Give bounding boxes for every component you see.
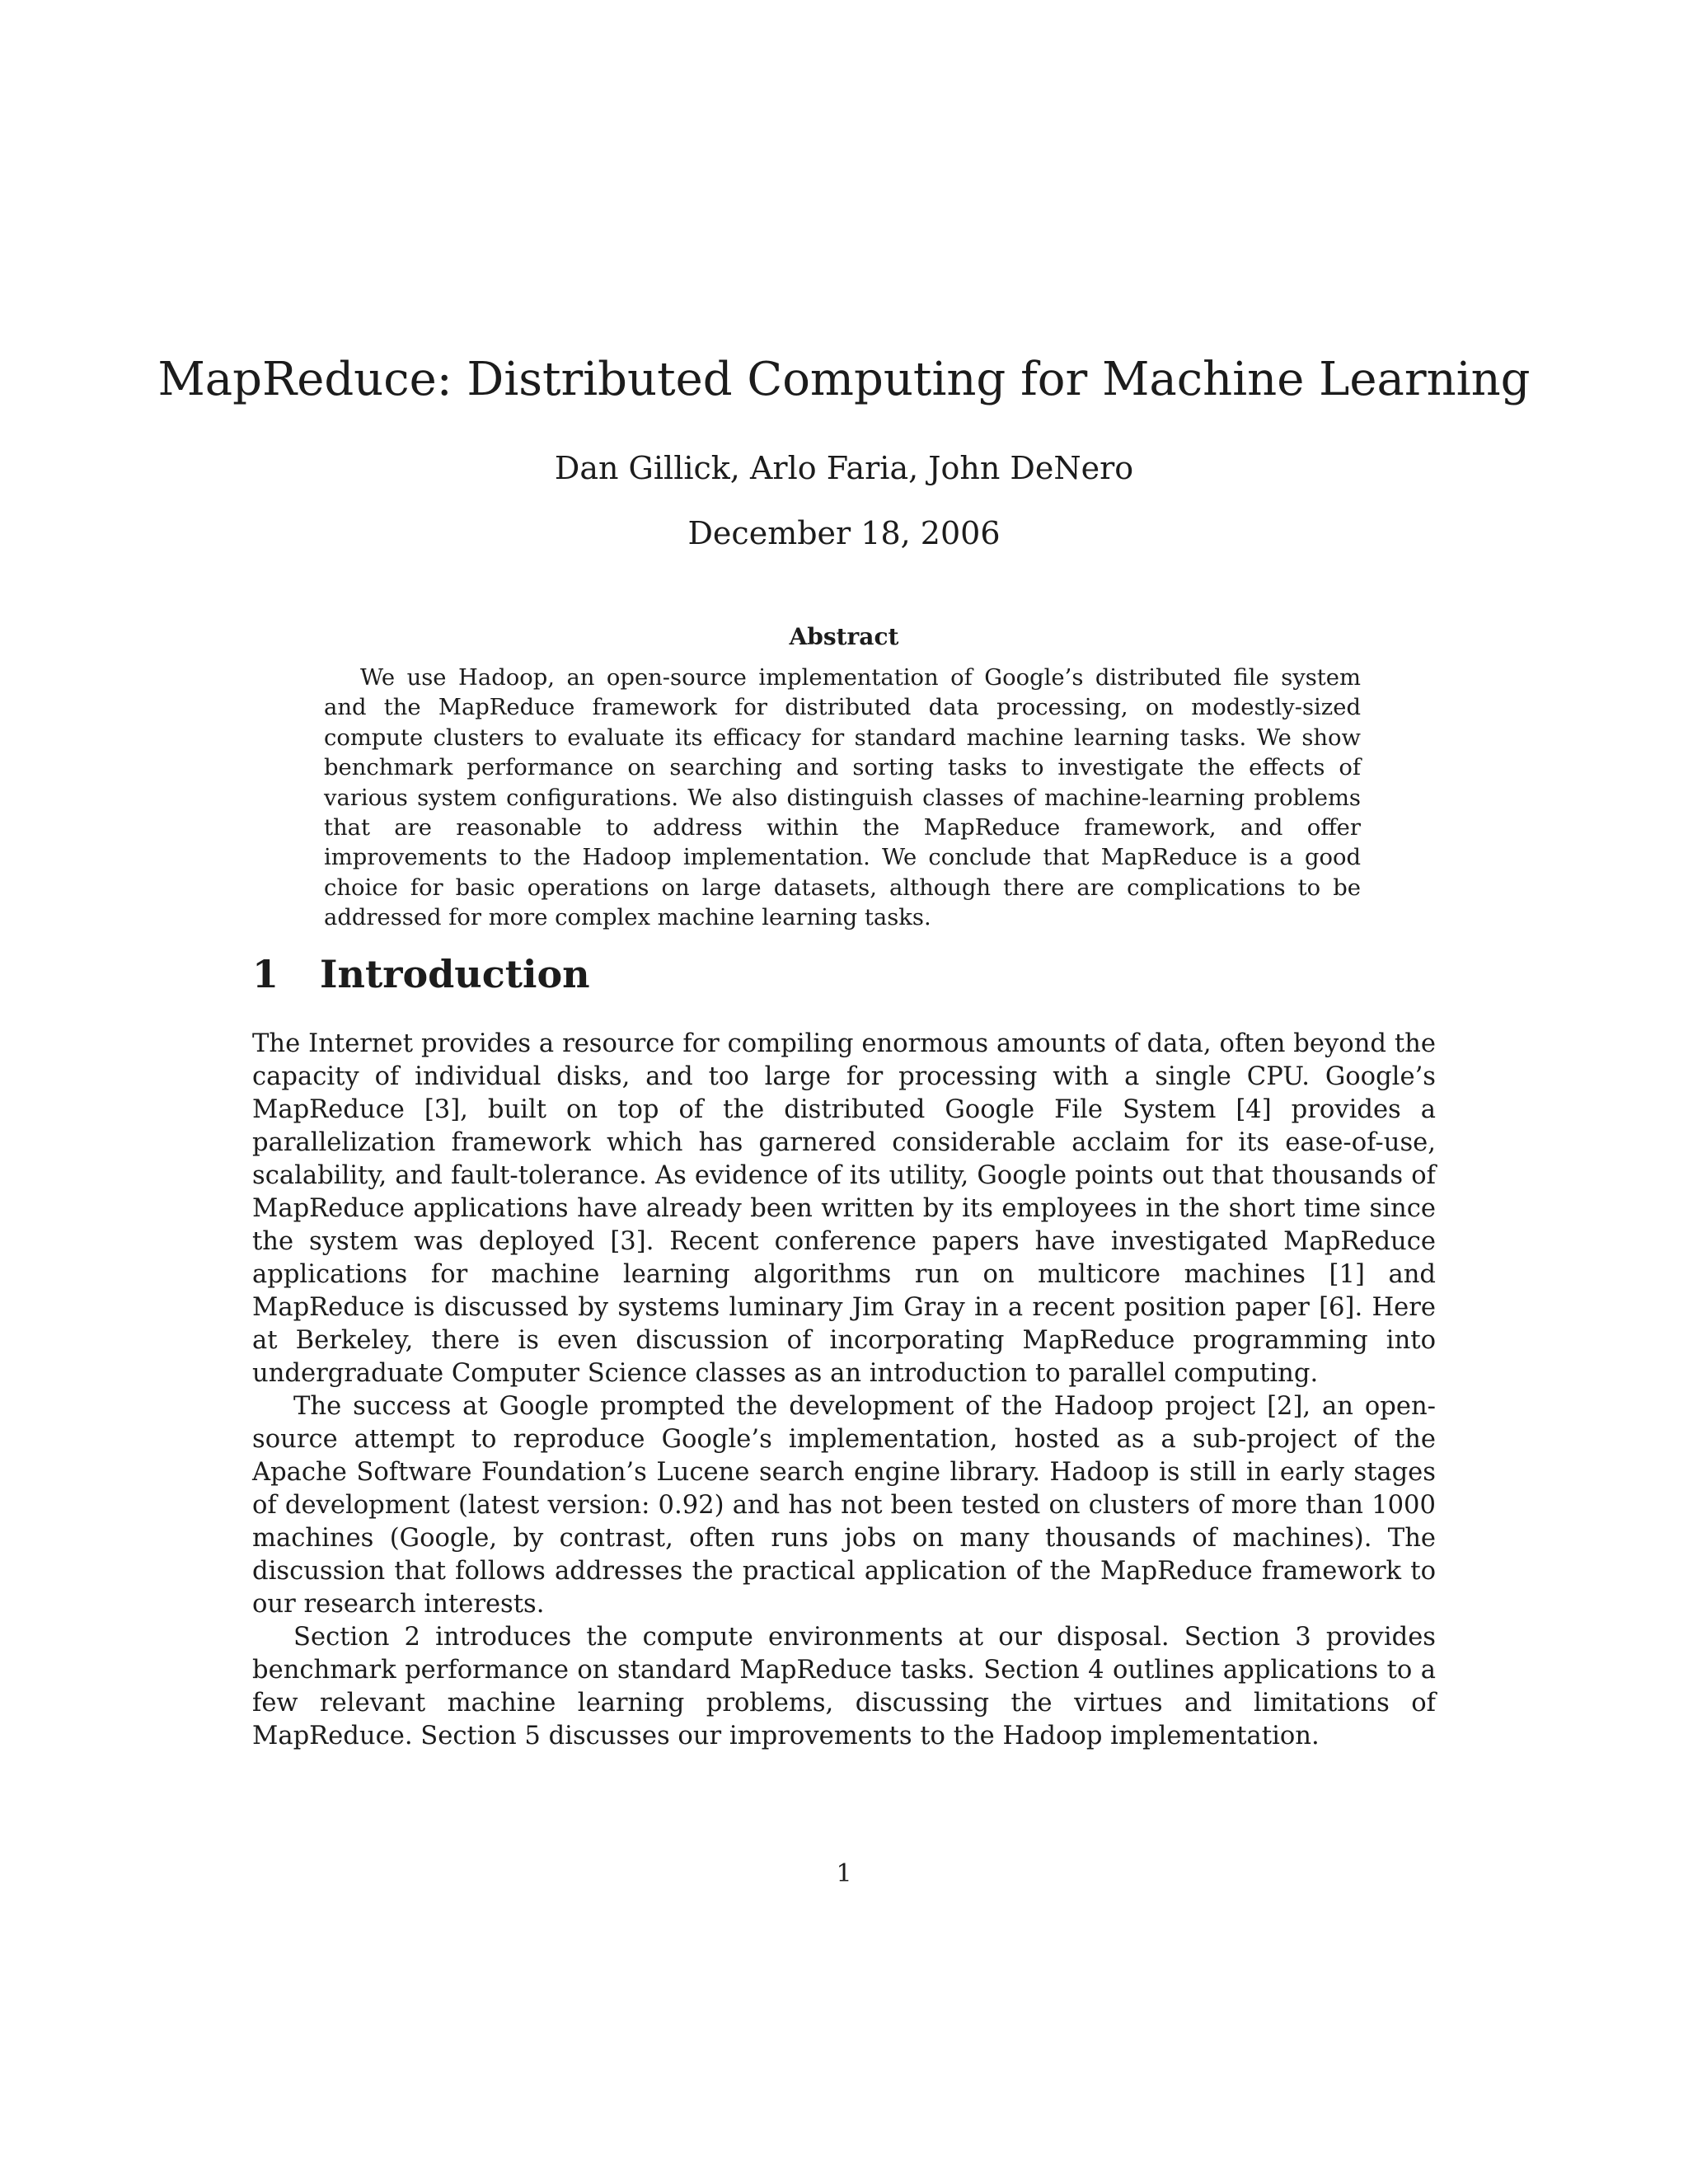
introduction-body (252, 1028, 1436, 1753)
abstract-heading: Abstract (789, 623, 899, 650)
paper-authors: Dan Gillick, Arlo Faria, John DeNero (554, 450, 1134, 486)
intro-paragraph-1: The Internet provides a resource for compiling enormous amounts of data, often beyond the capacity of individual disks, and too large for processing with a single CPU. Google’s MapReduce [3], built on top of the distributed Google File System [4] provides a parallelization framework which has garnered considerable acclaim for its ease-of-use, scalability, and fault-tolerance. As evidence of its utility, Google points out that thousands of MapReduce applications have already been written by its employees in the short time since the system was deployed [3]. Recent conference papers have investigated MapReduce applications for machine learning algorithms run on multicore machines [1] and MapReduce is discussed by systems luminary Jim Gray in a recent position paper [6]. Here at Berkeley, there is even discussion of incorporating MapReduce programming into undergraduate Computer Science classes as an introduction to parallel computing. (252, 1029, 1436, 1388)
section-title: Introduction (320, 952, 590, 996)
section-number: 1 (252, 952, 279, 996)
abstract-text: We use Hadoop, an open-source implementation of Google’s distributed file system and the MapReduce framework for distributed data processing, on modestly-sized compute clusters to evaluate its efficacy for standard machine learning tasks. We show benchmark performance on searching and sorting tasks to investigate the effects of various system configurations. We also distinguish classes of machine-learning problems that are reasonable to address within the MapReduce framework, and offer improvements to the Hadoop implementation. We conclude that MapReduce is a good choice for basic operations on large datasets, although there are complications to be addressed for more complex machine learning tasks. (324, 665, 1361, 931)
paper-date: December 18, 2006 (687, 515, 1001, 551)
intro-paragraph-2: The success at Google prompted the development of the Hadoop project [2], an open-source attempt to reproduce Google’s implementation, hosted as a sub-project of the Apache Software Foundation’s Lucene search engine library. Hadoop is still in early stages of development (latest version: 0.92) and has not been tested on clusters of more than 1000 machines (Google, by contrast, often runs jobs on many thousands of machines). The discussion that follows addresses the practical application of the MapReduce framework to our research interests. (252, 1392, 1436, 1619)
intro-paragraph-3: Section 2 introduces the compute environments at our disposal. Section 3 provides benchmark performance on standard MapReduce tasks. Section 4 outlines applications to a few relevant machine learning problems, discussing the virtues and limitations of MapReduce. Section 5 discusses our improvements to the Hadoop implementation. (252, 1623, 1436, 1750)
section-heading-introduction (252, 952, 590, 996)
page-number: 1 (836, 1859, 852, 1888)
paper-title: MapReduce: Distributed Computing for Machine Learning (157, 353, 1531, 406)
